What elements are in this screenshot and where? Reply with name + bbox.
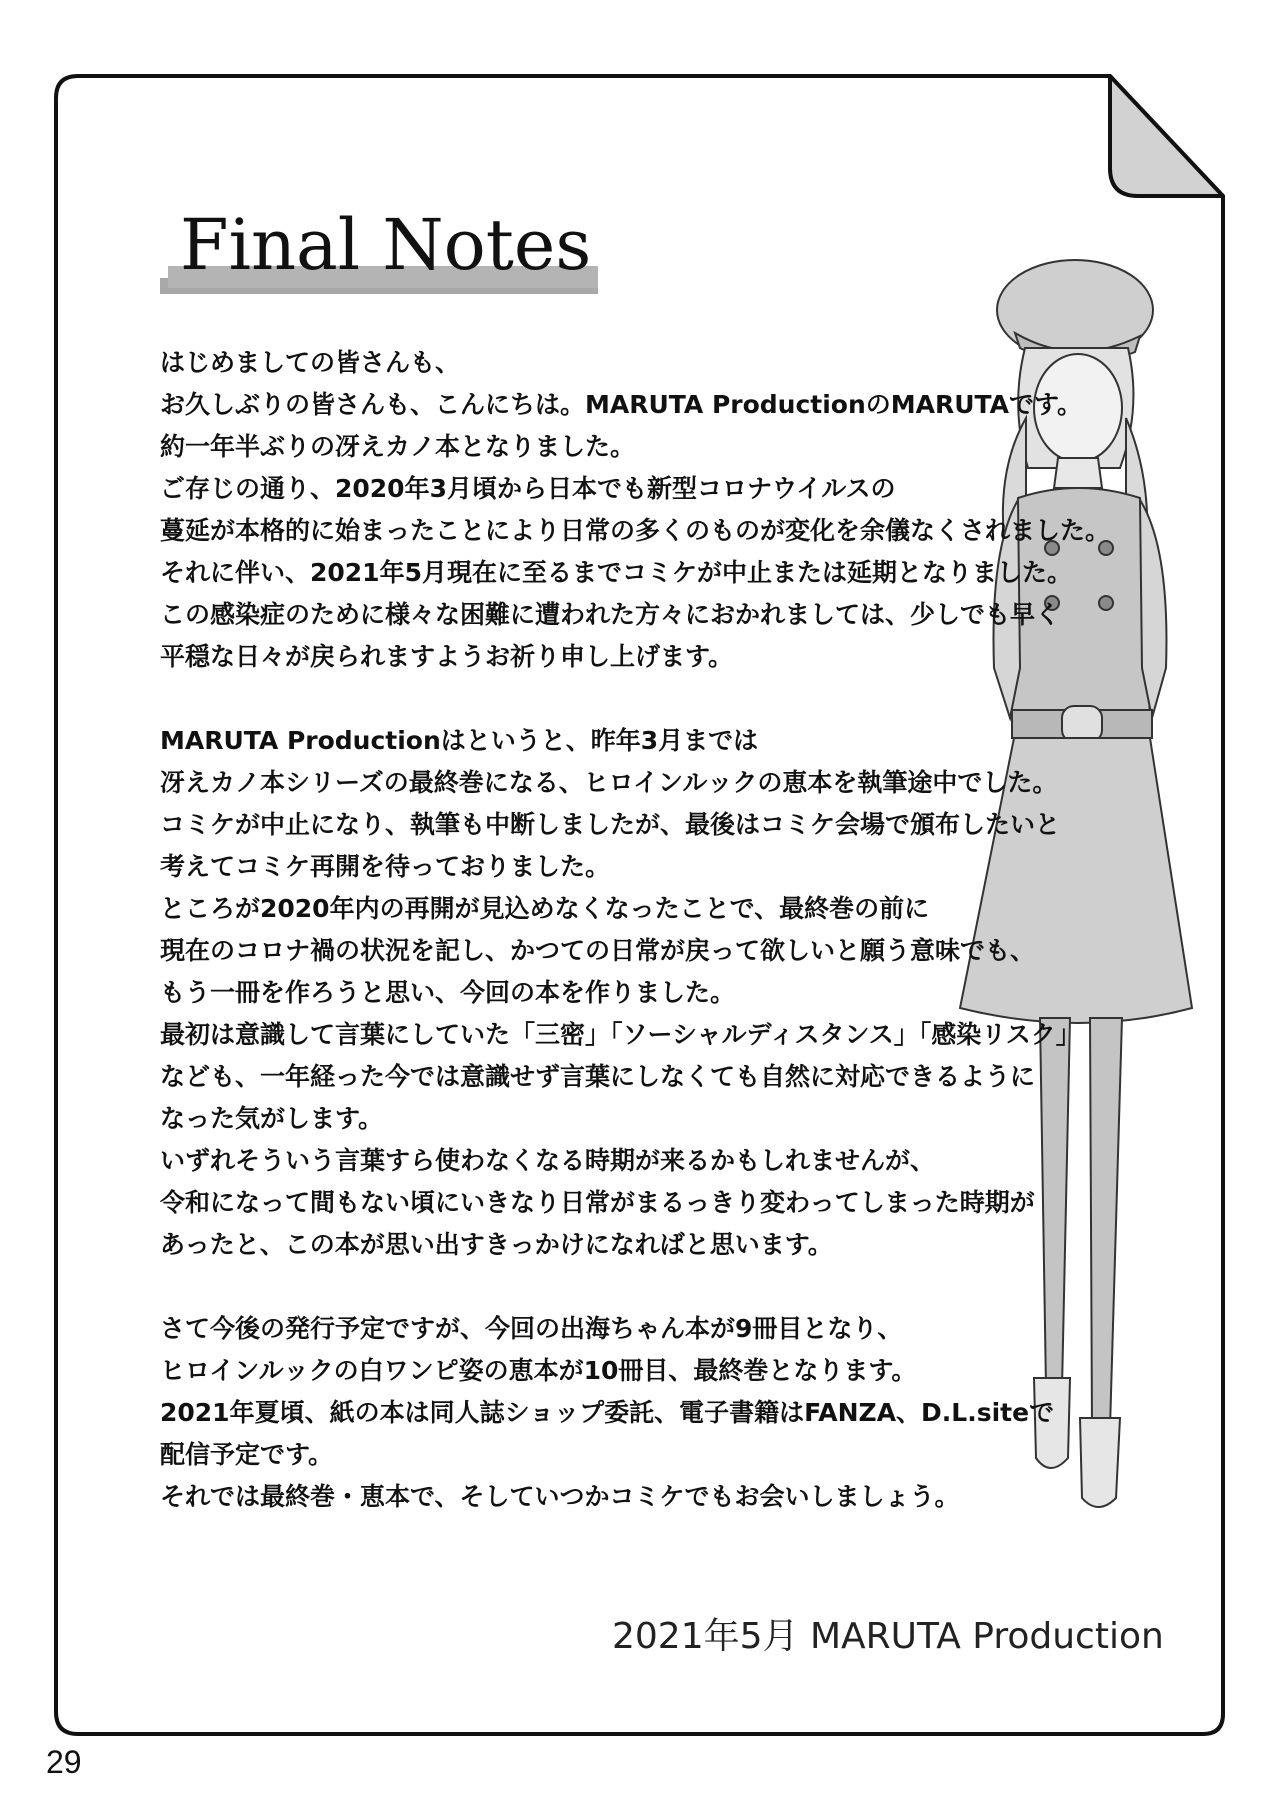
signature: 2021年5月 MARUTA Production [612,1616,1164,1657]
text-line: なども、一年経った今では意識せず言葉にしなくても自然に対応できるように [160,1062,1036,1091]
text-line: もう一冊を作ろうと思い、今回の本を作りました。 [160,978,736,1007]
text-line: なった気がします。 [160,1104,384,1133]
text-line: それでは最終巻・恵本で、そしていつかコミケでもお会いしましょう。 [160,1482,960,1511]
text-line: ヒロインルックの白ワンピ姿の恵本が10冊目、最終巻となります。 [160,1356,917,1385]
paragraph-gap [160,1266,1170,1308]
page-title: Final Notes [180,204,592,286]
text-line: 現在のコロナ禍の状況を記し、かつての日常が戻って欲しいと願う意味でも、 [160,936,1036,965]
text-line: さて今後の発行予定ですが、今回の出海ちゃん本が9冊目となり、 [160,1314,903,1343]
paragraph-gap [160,678,1170,720]
text-line: はじめましての皆さんも、 [160,348,461,377]
text-line: 2021年夏頃、紙の本は同人誌ショップ委託、電子書籍はFANZA、D.L.siteで [160,1398,1055,1427]
text-line: いずれそういう言葉すら使わなくなる時期が来るかもしれませんが、 [160,1146,936,1175]
text-line: この感染症のために様々な困難に遭われた方々におかれましては、少しでも早く [160,600,1061,629]
text-line: 平穏な日々が戻られますようお祈り申し上げます。 [160,642,734,671]
title-block [160,200,600,300]
page-number: 29 [46,1744,82,1780]
text-line: あったと、この本が思い出すきっかけになればと思います。 [160,1230,833,1259]
text-line: 令和になって間もない頃にいきなり日常がまるっきり変わってしまった時期が [160,1188,1035,1217]
text-line: 最初は意識して言葉にしていた「三密」「ソーシャルディスタンス」「感染リスク」 [160,1020,1081,1049]
text-line: 冴えカノ本シリーズの最終巻になる、ヒロインルックの恵本を執筆途中でした。 [160,768,1058,797]
text-line: ご存じの通り、2020年3月頃から日本でも新型コロナウイルスの [160,474,896,503]
text-line: それに伴い、2021年5月現在に至るまでコミケが中止または延期となりました。 [160,558,1072,587]
paragraph-2 [160,720,1170,1266]
text-line: お久しぶりの皆さんも、こんにちは。MARUTA ProductionのMARUTAです。 [160,390,1083,419]
paragraph-1 [160,342,1170,678]
text-line: ところが2020年内の再開が見込めなくなったことで、最終巻の前に [160,894,930,923]
folded-corner [1110,76,1223,196]
text-line: 配信予定です。 [160,1440,334,1469]
text-line: MARUTA Productionはというと、昨年3月までは [160,726,759,755]
notes-body [160,342,1170,1518]
text-line: コミケが中止になり、執筆も中断しましたが、最後はコミケ会場で頒布したいと [160,810,1061,839]
text-line: 考えてコミケ再開を待っておりました。 [160,852,611,881]
paragraph-3 [160,1308,1170,1518]
text-line: 約一年半ぶりの冴えカノ本となりました。 [160,432,636,461]
text-line: 蔓延が本格的に始まったことにより日常の多くのものが変化を余儀なくされました。 [160,516,1111,545]
